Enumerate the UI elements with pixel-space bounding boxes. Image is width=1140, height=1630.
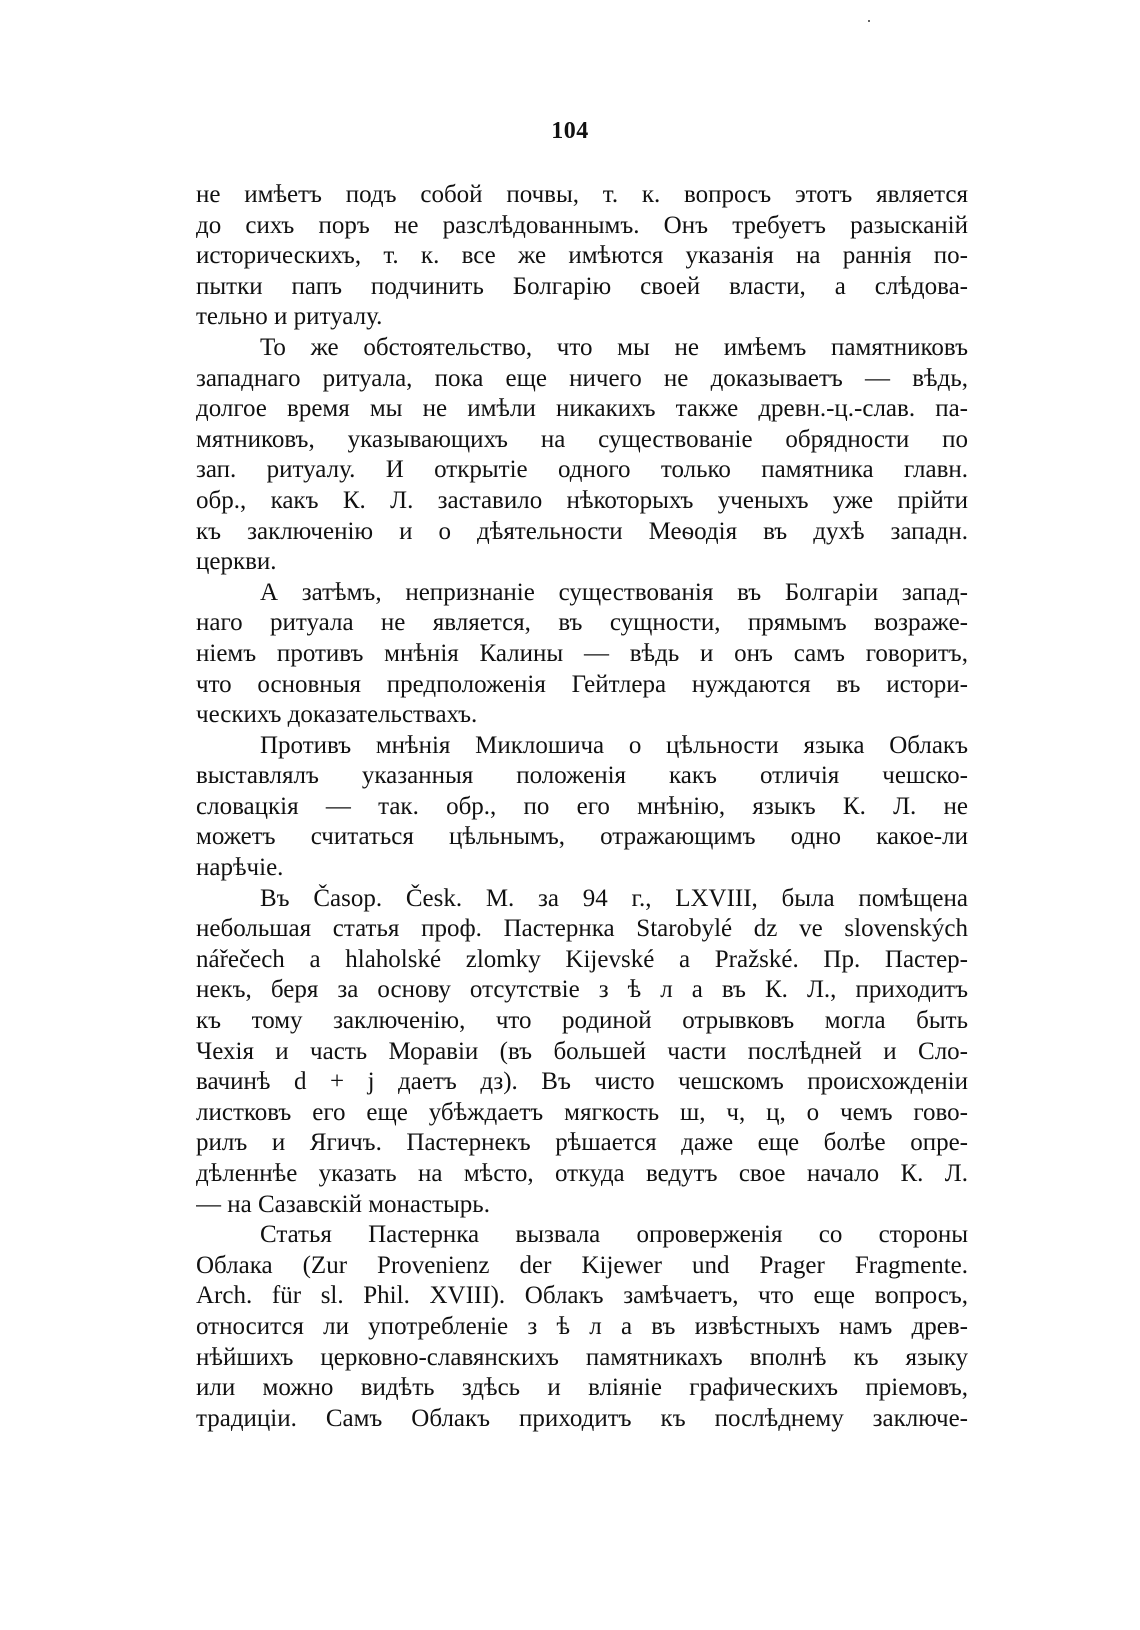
text-line: обр., какъ К. Л. заставило нѣкоторыхъ ученыхъ уже прійти (196, 486, 968, 514)
text-line: ческихъ доказательствахъ. (196, 701, 478, 729)
text-line: тельно и ритуалу. (196, 303, 383, 331)
text-line: листковъ его еще убѣждаетъ мягкость ш, ч, ц, о чемъ гово- (196, 1098, 968, 1126)
text-line: зап. ритуалу. И открытіе одного только памятника главн. (196, 456, 968, 484)
text-line: нарѣчіе. (196, 854, 284, 882)
text-line: nářečech a hlaholské zlomky Kijevské a Pražské. Пр. Пастер- (196, 945, 968, 973)
text-line: небольшая статья проф. Пастернка Starobylé dz ve slovenských (196, 915, 968, 943)
text-line: къ тому заключенію, что родиной отрывковъ могла быть (196, 1007, 968, 1035)
text-line: А затѣмъ, непризнаніе существованія въ Болгаріи запад- (260, 578, 968, 606)
text-line: некъ, беря за основу отсутствіе з ѣ л а въ К. Л., приходитъ (196, 976, 968, 1004)
text-line: пытки папъ подчинить Болгарію своей власти, а слѣдова- (196, 272, 968, 300)
text-line: долгое время мы не имѣли никакихъ также древн.-ц.-слав. па- (196, 395, 968, 423)
text-line: Противъ мнѣнія Миклошича о цѣльности языка Облакъ (260, 731, 968, 759)
text-line: мятниковъ, указывающихъ на существованіе обрядности по (196, 425, 968, 453)
text-line: церкви. (196, 548, 277, 576)
text-line: словацкія — так. обр., по его мнѣнію, языкъ К. Л. не (196, 792, 968, 820)
text-line: или можно видѣть здѣсь и вліяніе графическихъ пріемовъ, (196, 1374, 968, 1402)
text-line: Облака (Zur Provenienz der Kijewer und Prager Fragmente. (196, 1251, 968, 1279)
print-speck (868, 20, 870, 22)
text-line: выставлялъ указанныя положенія какъ отличія чешско- (196, 762, 968, 790)
text-line: вачинѣ d + j даетъ дз). Въ чисто чешскомъ происхожденіи (196, 1068, 968, 1096)
body-text (196, 180, 968, 1434)
text-line: дѣленнѣе указать на мѣсто, откуда ведутъ свое начало К. Л. (196, 1160, 968, 1187)
text-line: можетъ считаться цѣльнымъ, отражающимъ одно какое-ли (196, 823, 968, 851)
text-line: относится ли употребленіе з ѣ л а въ извѣстныхъ намъ древ- (196, 1312, 968, 1340)
text-line: наго ритуала не является, въ сущности, прямымъ возраже- (196, 609, 968, 637)
text-line: западнаго ритуала, пока еще ничего не доказываетъ — вѣдь, (196, 364, 968, 392)
text-line: ніемъ противъ мнѣнія Калины — вѣдь и онъ самъ говоритъ, (196, 639, 968, 667)
text-line: — на Сазавскій монастырь. (196, 1190, 490, 1218)
text-line: Въ Časop. Česk. M. за 94 г., LXVIII, была помѣщена (260, 884, 968, 912)
text-line: нѣйшихъ церковно-славянскихъ памятникахъ вполнѣ къ языку (196, 1343, 968, 1371)
text-line: рилъ и Ягичъ. Пастернекъ рѣшается даже еще болѣе опре- (196, 1129, 968, 1157)
text-line: традиціи. Самъ Облакъ приходитъ къ послѣднему заключе- (196, 1404, 968, 1432)
page-number: 104 (551, 118, 589, 144)
text-line: историческихъ, т. к. все же имѣются указанія на раннія по- (196, 242, 968, 270)
text-line: до сихъ поръ не разслѣдованнымъ. Онъ требуетъ разысканій (196, 211, 968, 239)
text-line: что основныя предположенія Гейтлера нуждаются въ истори- (196, 670, 968, 698)
text-line: къ заключенію и о дѣятельности Меѳодія въ духѣ западн. (196, 517, 968, 545)
text-line: То же обстоятельство, что мы не имѣемъ памятниковъ (260, 333, 968, 361)
text-line: не имѣетъ подъ собой почвы, т. к. вопросъ этотъ является (196, 181, 968, 208)
text-line: Arch. für sl. Phil. XVIII). Облакъ замѣчаетъ, что еще вопросъ, (196, 1282, 968, 1310)
text-line: Статья Пастернка вызвала опроверженія со стороны (260, 1221, 968, 1249)
text-line: Чехія и часть Моравіи (въ большей части послѣдней и Сло- (196, 1037, 968, 1065)
